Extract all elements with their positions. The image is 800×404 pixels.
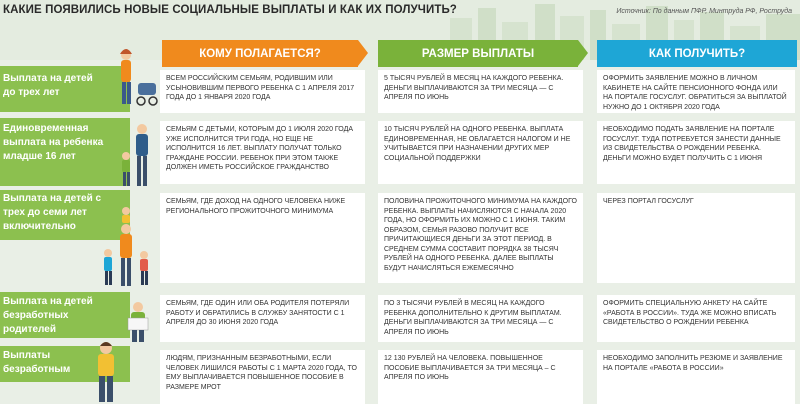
row-4-who-text: СЕМЬЯМ, ГДЕ ОДИН ИЛИ ОБА РОДИТЕЛЯ ПОТЕРЯЛИ РАБОТУ И ОБРАТИЛИСЬ В СЛУЖБУ ЗАНЯТОСТИ С 1 АПРЕЛЯ ДО 30 ИЮНЯ 2020 ГОДА [166,300,350,326]
parent-reading-illustration [118,300,158,344]
row-1-how [597,70,795,113]
row-2-who-text: СЕМЬЯМ С ДЕТЬМИ, КОТОРЫМ ДО 1 ИЮЛЯ 2020 ГОДА УЖЕ ИСПОЛНИТСЯ ТРИ ГОДА, НО ЕЩЕ НЕ ИСПОЛНИТСЯ 16 ЛЕТ. ВЫПЛАТУ ПОЛУЧАТ ТОЛЬКО ГРАЖДАНЕ РОССИИ. РЕБЕНОК ПРИ ЭТОМ ТАКЖЕ ДОЛЖЕН ИМЕТЬ РОССИЙСКОЕ ГРАЖДАНСТВО [166,126,354,171]
header-amount: РАЗМЕР ВЫПЛАТЫ [378,40,578,67]
parent-with-child-illustration [118,122,158,190]
row-1-who-text: ВСЕМ РОССИЙСКИМ СЕМЬЯМ, РОДИВШИМ ИЛИ УСЫНОВИВШИМ ПЕРВОГО РЕБЕНКА С 1 АПРЕЛЯ 2017 ГОДА ДО 1 ЯНВАРЯ 2020 ГОДА [166,75,355,101]
row-label-1: Выплата на детей до трех лет [3,73,93,98]
row-2-how [597,121,795,184]
header-arrow-2 [578,40,588,66]
row-2-who [160,121,365,184]
row-4-amount [378,295,583,342]
row-4-how [597,295,795,342]
header-who: КОМУ ПОЛАГАЕТСЯ? [162,40,358,67]
source-note: Источник: По данным ПФР, Минтруда РФ, Роструда [616,8,792,15]
row-label-2: Единовременная выплата на ребенка младше 16 лет [3,123,104,162]
row-3-amount-text: ПОЛОВИНА ПРОЖИТОЧНОГО МИНИМУМА НА КАЖДОГО РЕБЕНКА. ВЫПЛАТЫ НАЧИСЛЯЮТСЯ С НАЧАЛА 2020 ГОДА, НО ОФОРМИТЬ ИХ МОЖНО С 1 ИЮНЯ. ТАКИМ ОБРАЗОМ, СЕМЬЯ РАЗОВО ПОЛУЧИТ ВСЕ ПРИЧИТАЮЩИЕСЯ ДЕНЬГИ ЗА ЭТОТ ПЕРИОД. В СРЕДНЕМ СУММА СОСТАВИТ ПОРЯДКА 38 ТЫСЯЧ РУБЛЕЙ НА ОДНОГО РЕБЕНКА. ДАЛЕЕ ВЫПЛАТЫ БУДУТ НАЧИСЛЯТЬСЯ ЕЖЕМЕСЯЧНО [384,198,577,272]
row-3-who [160,193,365,283]
row-3-how-text: ЧЕРЕЗ ПОРТАЛ ГОСУСЛУГ [603,198,694,205]
row-4-how-text: ОФОРМИТЬ СПЕЦИАЛЬНУЮ АНКЕТУ НА САЙТЕ «РАБОТА В РОССИИ». ТУДА ЖЕ МОЖНО ВПИСАТЬ СВИДЕТЕЛЬСТВО О РОЖДЕНИИ РЕБЕНКА [603,300,777,326]
row-3-how [597,193,795,283]
header-how: КАК ПОЛУЧИТЬ? [597,40,797,67]
mother-with-stroller-illustration [100,45,160,115]
row-1-how-text: ОФОРМИТЬ ЗАЯВЛЕНИЕ МОЖНО В ЛИЧНОМ КАБИНЕТЕ НА САЙТЕ ПЕНСИОННОГО ФОНДА ИЛИ НА ПОРТАЛЕ ГОСУСЛУГ. ОБРАТИТЬСЯ ЗА ВЫПЛАТОЙ НУЖНО ДО 1 ОКТЯБРЯ 2020 ГОДА [603,75,787,111]
row-5-who-text: ЛЮДЯМ, ПРИЗНАННЫМ БЕЗРАБОТНЫМИ, ЕСЛИ ЧЕЛОВЕК ЛИШИЛСЯ РАБОТЫ С 1 МАРТА 2020 ГОДА, ТО ЕМУ ВЫПЛАЧИВАЕТСЯ ПОВЫШЕННОЕ ПОСОБИЕ В РАЗМЕРЕ МРОТ [166,355,357,391]
row-2-amount-text: 10 ТЫСЯЧ РУБЛЕЙ НА ОДНОГО РЕБЕНКА. ВЫПЛАТА ЕДИНОВРЕМЕННАЯ, НЕ ОБЛАГАЕТСЯ НАЛОГОМ И НЕ УЧИТЫВАЕТСЯ ПРИ НАЗНАЧЕНИИ ДРУГИХ МЕР СОЦИАЛЬНОЙ ПОДДЕРЖКИ [384,126,571,162]
header-arrow-1 [358,40,368,66]
row-4-who [160,295,365,342]
row-label-3: Выплата на детей с трех до семи лет включительно [3,193,102,232]
row-label-5: Выплаты безработным [3,350,71,375]
row-1-amount [378,70,583,113]
row-2-amount [378,121,583,184]
row-3-amount [378,193,583,283]
row-1-amount-text: 5 ТЫСЯЧ РУБЛЕЙ В МЕСЯЦ НА КАЖДОГО РЕБЕНКА. ДЕНЬГИ ВЫПЛАЧИВАЮТСЯ ЗА ТРИ МЕСЯЦА — С АПРЕЛЯ ПО ИЮНЬ [384,75,564,101]
row-5-how-text: НЕОБХОДИМО ЗАПОЛНИТЬ РЕЗЮМЕ И ЗАЯВЛЕНИЕ НА ПОРТАЛЕ «РАБОТА В РОССИИ» [603,355,783,372]
row-1-who [160,70,365,113]
row-4-amount-text: ПО 3 ТЫСЯЧИ РУБЛЕЙ В МЕСЯЦ НА КАЖДОГО РЕБЕНКА ДОПОЛНИТЕЛЬНО К ДРУГИМ ВЫПЛАТАМ. ДЕНЬГИ ВЫПЛАЧИВАЮТСЯ ЗА ТРИ МЕСЯЦА — С АПРЕЛЯ ПО ИЮНЬ [384,300,562,336]
row-5-amount-text: 12 130 РУБЛЕЙ НА ЧЕЛОВЕКА. ПОВЫШЕННОЕ ПОСОБИЕ ВЫПЛАЧИВАЕТСЯ ЗА ТРИ МЕСЯЦА – С АПРЕЛЯ ПО ИЮНЬ [384,355,556,381]
row-label-4: Выплата на детей безработных родителей [3,296,93,335]
row-5-amount [378,350,583,404]
family-illustration [96,205,158,291]
row-2-how-text: НЕОБХОДИМО ПОДАТЬ ЗАЯВЛЕНИЕ НА ПОРТАЛЕ ГОСУСЛУГ. ТУДА ПОТРЕБУЕТСЯ ЗАНЕСТИ ДАННЫЕ ИЗ СВИДЕТЕЛЬСТВА О РОЖДЕНИИ РЕБЕНКА. ДЕНЬГИ МОЖНО БУДЕТ ПОЛУЧИТЬ С 1 ИЮНЯ [603,126,781,162]
row-5-who [160,350,365,404]
unemployed-person-illustration [86,340,126,404]
row-5-how [597,350,795,404]
page-title: КАКИЕ ПОЯВИЛИСЬ НОВЫЕ СОЦИАЛЬНЫЕ ВЫПЛАТЫ И КАК ИХ ПОЛУЧИТЬ? [3,4,457,16]
row-3-who-text: СЕМЬЯМ, ГДЕ ДОХОД НА ОДНОГО ЧЕЛОВЕКА НИЖЕ РЕГИОНАЛЬНОГО ПРОЖИТОЧНОГО МИНИМУМА [166,198,346,215]
